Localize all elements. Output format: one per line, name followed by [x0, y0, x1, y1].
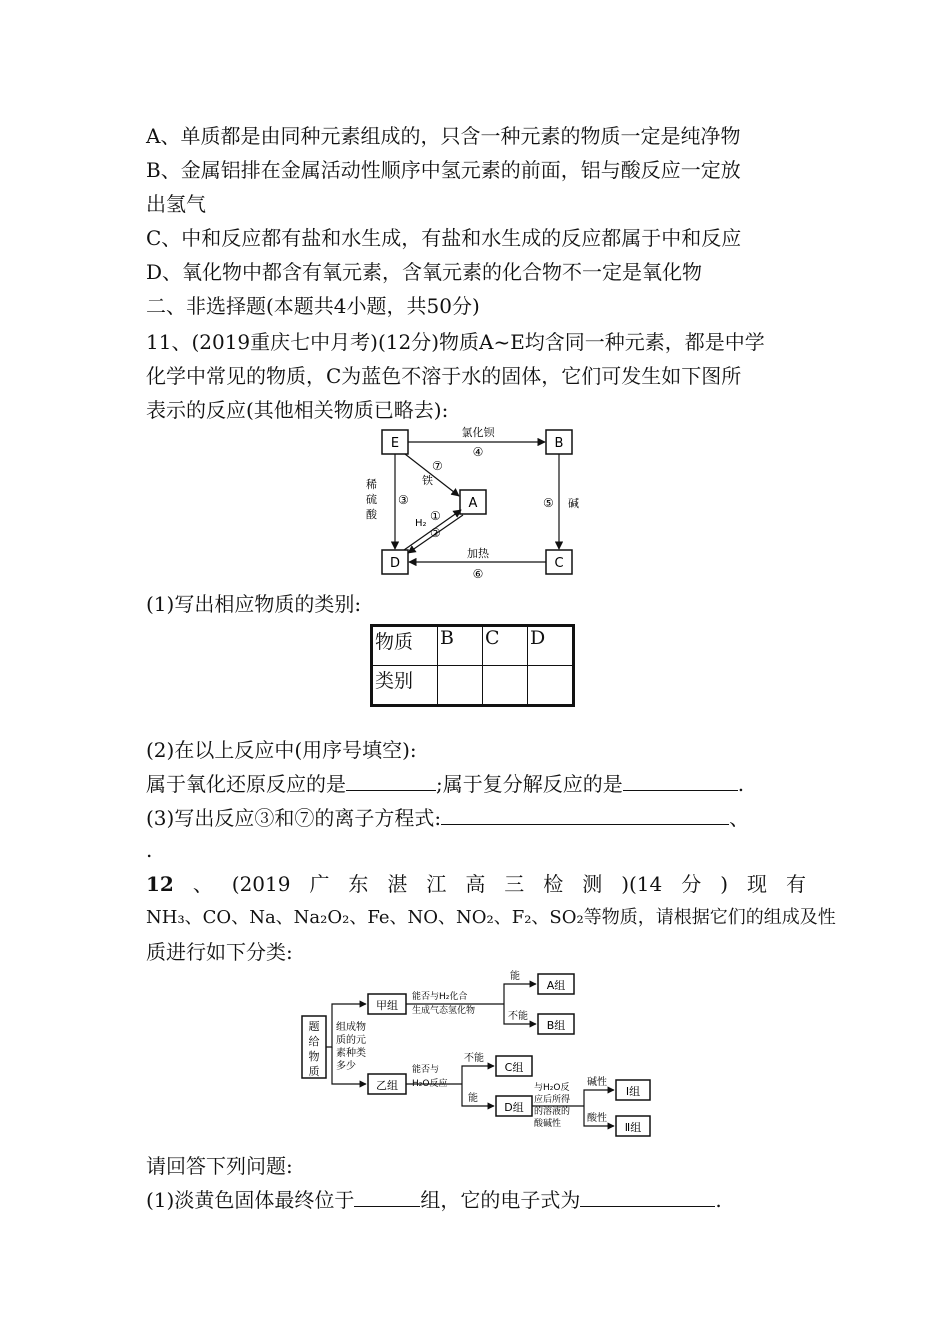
q11-part1: (1)写出相应物质的类别: — [146, 592, 362, 616]
d-label: D组 — [504, 1101, 524, 1114]
node-c-label: C — [554, 556, 564, 571]
yi-label: 乙组 — [376, 1079, 398, 1092]
table-header-row — [372, 626, 574, 666]
num-bottom: ⑥ — [472, 567, 484, 581]
start-3: 物 — [308, 1050, 320, 1063]
yes-label: 能 — [510, 971, 520, 982]
q-acid-4: 酸碱性 — [534, 1119, 562, 1129]
acidic-label: 酸性 — [587, 1113, 607, 1124]
table-cell[interactable] — [438, 666, 483, 706]
table-row — [372, 666, 574, 706]
q12-w: 有 — [785, 872, 806, 896]
num-1: ① — [430, 509, 441, 523]
node-e-label: E — [390, 436, 400, 451]
no2-label: 不能 — [464, 1053, 484, 1064]
section-heading: 二、非选择题(本题共4小题，共50分) — [146, 294, 480, 318]
q12-w: 12 — [146, 872, 174, 896]
branch-yes2 — [462, 1084, 494, 1106]
q12-w: 测 — [582, 872, 603, 896]
q11-part3 — [146, 806, 749, 830]
ionic-eq-blank[interactable] — [441, 806, 729, 825]
metathesis-blank[interactable] — [623, 772, 738, 791]
table-header-cell: 物质 — [372, 626, 438, 666]
num-2: ② — [430, 526, 441, 540]
table-header-cell: D — [528, 626, 574, 666]
label-top: 氯化钡 — [461, 426, 495, 439]
q12-line1 — [146, 872, 806, 896]
node-d-label: D — [389, 556, 401, 571]
table-cell[interactable] — [483, 666, 528, 706]
table-header-cell: B — [438, 626, 483, 666]
q12-w: 三 — [504, 872, 525, 896]
branch-no2 — [462, 1066, 494, 1084]
b-label: B组 — [546, 1019, 566, 1032]
q12-w: 分 — [681, 872, 702, 896]
q12-w: )(14 — [621, 872, 663, 896]
q12-w: 现 — [746, 872, 767, 896]
a-label: A组 — [546, 979, 566, 992]
yes2-label: 能 — [468, 1093, 478, 1104]
q12-line3: 质进行如下分类: — [146, 940, 293, 964]
basic-label: 碱性 — [587, 1077, 607, 1088]
table-cell: 类别 — [372, 666, 438, 706]
branch-basic — [584, 1090, 614, 1106]
q12-p1-end: . — [715, 1188, 722, 1212]
num-diag: ⑦ — [432, 459, 443, 473]
label-right: 碱 — [568, 497, 579, 510]
q12-w: 广 — [309, 872, 330, 896]
node-b-label: B — [554, 436, 564, 451]
q12-p1-mid: 组，它的电子式为 — [420, 1188, 581, 1212]
q11-line3: 表示的反应(其他相关物质已略去): — [146, 398, 449, 422]
crit1-1: 组成物 — [336, 1022, 366, 1033]
q-acid-2: 应后所得 — [534, 1095, 571, 1105]
crit1-2: 质的元 — [336, 1035, 366, 1046]
g1-label: Ⅰ组 — [625, 1085, 641, 1098]
q11-line1: 11、(2019重庆七中月考)(12分)物质A~E均含同一种元素，都是中学 — [146, 330, 765, 354]
q12-w: 东 — [348, 872, 369, 896]
q12-w: 湛 — [387, 872, 408, 896]
c-label: C组 — [504, 1061, 524, 1074]
q-h2o-2: H₂O反应 — [412, 1079, 448, 1089]
no-label: 不能 — [508, 1011, 528, 1022]
q11-line2: 化学中常见的物质，C为蓝色不溶于水的固体，它们可发生如下图所 — [146, 364, 742, 388]
q11-part2: (2)在以上反应中(用序号填空): — [146, 738, 417, 762]
group-blank[interactable] — [354, 1188, 420, 1207]
label-bottom: 加热 — [467, 547, 489, 560]
reaction-diagram — [360, 422, 590, 582]
q-h2-1: 能否与H₂化合 — [412, 992, 468, 1002]
q-h2o-1: 能否与 — [412, 1065, 440, 1075]
q12-p1-label: (1)淡黄色固体最终位于 — [146, 1188, 355, 1212]
q12-w: ) — [720, 872, 729, 896]
table-header-cell: C — [483, 626, 528, 666]
classification-diagram — [296, 966, 656, 1142]
metathesis-label: ;属于复分解反应的是 — [436, 772, 623, 796]
option-a: A、单质都是由同种元素组成的，只含一种元素的物质一定是纯净物 — [146, 124, 741, 148]
num-left: ③ — [398, 493, 409, 507]
q-acid-3: 的溶液的 — [534, 1107, 571, 1117]
branch-yes — [504, 984, 536, 1004]
q11-part3-dot: . — [146, 838, 153, 862]
electron-formula-blank[interactable] — [580, 1188, 715, 1207]
q12-w: 高 — [465, 872, 486, 896]
start-1: 题 — [308, 1020, 320, 1033]
p2-end: . — [737, 772, 745, 796]
start-2: 给 — [308, 1035, 320, 1048]
crit1-3: 素种类 — [336, 1048, 366, 1059]
q12-line2: NH₃、CO、Na、Na₂O₂、Fe、NO、NO₂、F₂、SO₂等物质，请根据它们的组成及性 — [146, 907, 836, 928]
label-left-2: 硫 — [366, 493, 377, 506]
label-left-3: 酸 — [366, 508, 377, 521]
q-acid-1: 与H₂O反 — [534, 1083, 570, 1093]
label-h2: H₂ — [415, 518, 427, 529]
p3-end: 、 — [729, 806, 750, 830]
q12-w: 江 — [426, 872, 447, 896]
option-d: D、氧化物中都含有氧元素，含氧元素的化合物不一定是氧化物 — [146, 260, 703, 284]
q12-w: (2019 — [231, 872, 291, 896]
redox-label: 属于氧化还原反应的是 — [146, 772, 346, 796]
option-c: C、中和反应都有盐和水生成，有盐和水生成的反应都属于中和反应 — [146, 226, 742, 250]
node-a-label: A — [468, 496, 478, 511]
q12-w: 、 — [192, 872, 213, 896]
q12-w: 检 — [543, 872, 564, 896]
crit1-4: 多少 — [336, 1061, 356, 1072]
q12-part1 — [146, 1188, 722, 1212]
label-left-1: 稀 — [366, 478, 377, 491]
num-top: ④ — [472, 445, 484, 459]
num-right: ⑤ — [543, 496, 554, 510]
ionic-eq-label: (3)写出反应③和⑦的离子方程式: — [146, 806, 442, 830]
start-4: 质 — [308, 1065, 320, 1078]
category-table — [370, 624, 575, 707]
jia-label: 甲组 — [376, 999, 398, 1012]
table-cell[interactable] — [528, 666, 574, 706]
option-b-line1: B、金属铝排在金属活动性顺序中氢元素的前面，铝与酸反应一定放 — [146, 158, 741, 182]
label-diag: 铁 — [422, 474, 433, 487]
q-h2-2: 生成气态氢化物 — [412, 1006, 476, 1016]
redox-blank[interactable] — [346, 772, 436, 791]
q12-ask: 请回答下列问题: — [146, 1154, 293, 1178]
q11-part2-answer — [146, 772, 744, 796]
option-b-line2: 出氢气 — [146, 192, 206, 216]
g2-label: Ⅱ组 — [624, 1121, 642, 1134]
